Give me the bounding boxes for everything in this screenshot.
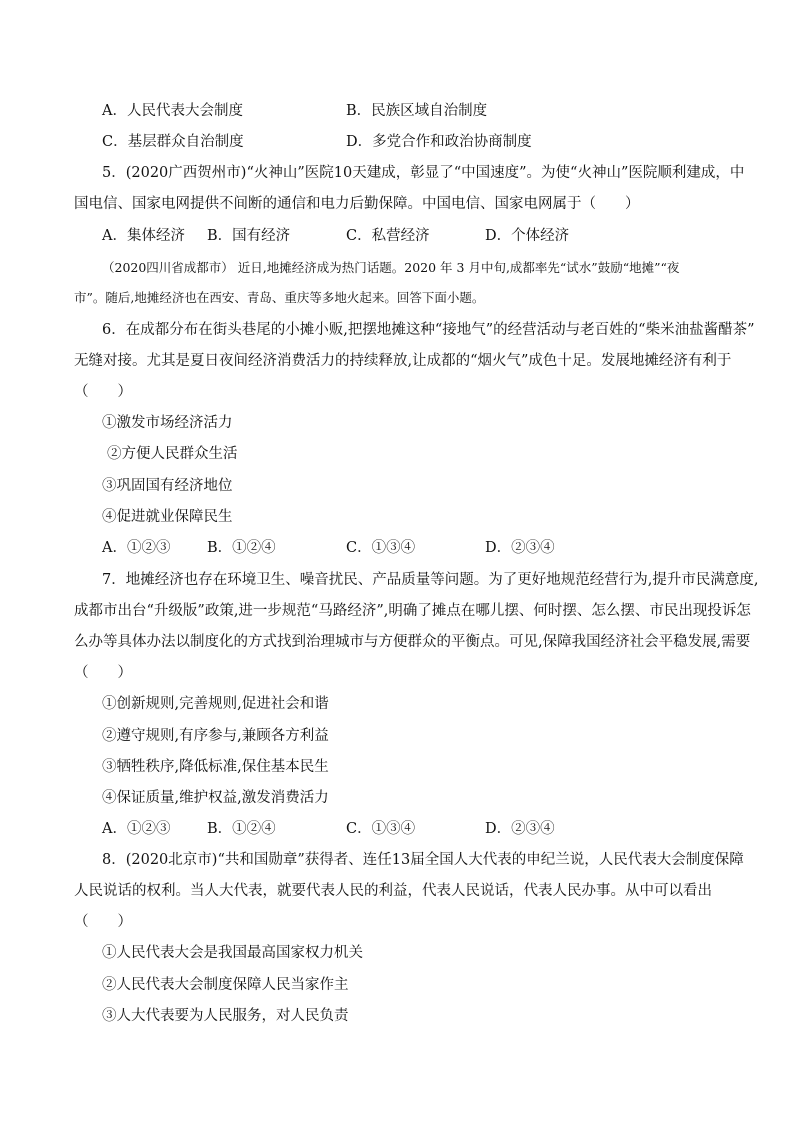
q6-option-d: D．②③④ (485, 540, 555, 556)
q7-option-b: B．①②④ (207, 821, 276, 837)
q8-answer-blank: （ ） (74, 914, 132, 930)
q8-item-1: ①人民代表大会是我国最高国家权力机关 (102, 945, 363, 961)
q8-stem-line1: 8．(2020北京市)“共和国勋章”获得者、连任13届全国人大代表的申纪兰说，人民代表大会制度保障 (102, 852, 744, 868)
q6-option-c: C．①③④ (346, 540, 416, 556)
q8-item-2: ②人民代表大会制度保障人民当家作主 (102, 977, 349, 993)
q7-option-c: C．①③④ (346, 821, 416, 837)
q4-option-d: D．多党合作和政治协商制度 (346, 134, 532, 150)
material-line1: （2020四川省成都市） 近日,地摊经济成为热门话题。2020 年 3 月中旬,成都率先“试水”鼓励“地摊”“夜 (102, 260, 680, 275)
q6-stem-line1: 6．在成都分布在街头巷尾的小摊小贩,把摆地摊这种“接地气”的经营活动与老百姓的“柴米油盐酱醋茶” (102, 322, 755, 338)
q6-stem-line2: 无缝对接。尤其是夏日夜间经济消费活力的持续释放,让成都的“烟火气”成色十足。发展地摊经济有利于 (74, 353, 732, 369)
q6-item-1: ①激发市场经济活力 (102, 415, 233, 431)
q8-item-3: ③人大代表要为人民服务，对人民负责 (102, 1008, 349, 1024)
q7-stem-line2: 成都市出台“升级版”政策,进一步规范“马路经济”,明确了摊点在哪儿摆、何时摆、怎么摆、市民出现投诉怎 (74, 603, 751, 619)
q4-option-b: B．民族区域自治制度 (346, 103, 488, 119)
q7-item-4: ④保证质量,维护权益,激发消费活力 (102, 790, 329, 806)
q7-option-a: A．①②③ (102, 821, 171, 837)
q7-stem-line3: 么办等具体办法以制度化的方式找到治理城市与方便群众的平衡点。可见,保障我国经济社会平稳发展,需要 (74, 634, 751, 650)
q5-option-d: D．个体经济 (485, 228, 570, 244)
q7-item-2: ②遵守规则,有序参与,兼顾各方利益 (102, 728, 329, 744)
q7-option-d: D．②③④ (485, 821, 555, 837)
q6-option-a: A．①②③ (102, 540, 171, 556)
q7-answer-blank: （ ） (74, 665, 132, 681)
q6-option-b: B．①②④ (207, 540, 276, 556)
q5-stem-line1: 5．(2020广西贺州市)“火神山”医院10天建成，彰显了“中国速度”。为使“火神山”医院顺利建成，中 (102, 165, 745, 181)
q4-option-a: A．人民代表大会制度 (102, 103, 243, 119)
q8-stem-line2: 人民说话的权利。当人大代表，就要代表人民的利益，代表人民说话，代表人民办事。从中可以看出 (74, 883, 712, 899)
q7-item-3: ③牺牲秩序,降低标准,保住基本民生 (102, 759, 329, 775)
q6-answer-blank: （ ） (74, 384, 132, 400)
q5-stem-line2: 国电信、国家电网提供不间断的通信和电力后勤保障。中国电信、国家电网属于（ ） (74, 196, 640, 212)
q5-option-b: B．国有经济 (207, 228, 291, 244)
q4-option-c: C．基层群众自治制度 (102, 134, 244, 150)
q5-option-c: C．私营经济 (346, 228, 430, 244)
q6-item-2: ②方便人民群众生活 (107, 446, 238, 462)
q7-item-1: ①创新规则,完善规则,促进社会和谐 (102, 696, 329, 712)
material-line2: 市”。随后,地摊经济也在西安、青岛、重庆等多地火起来。回答下面小题。 (74, 290, 485, 305)
q6-item-3: ③巩固国有经济地位 (102, 478, 233, 494)
q6-item-4: ④促进就业保障民生 (102, 509, 233, 525)
q7-stem-line1: 7．地摊经济也存在环境卫生、噪音扰民、产品质量等问题。为了更好地规范经营行为,提升市民满意度, (102, 572, 759, 588)
q5-option-a: A．集体经济 (102, 228, 185, 244)
